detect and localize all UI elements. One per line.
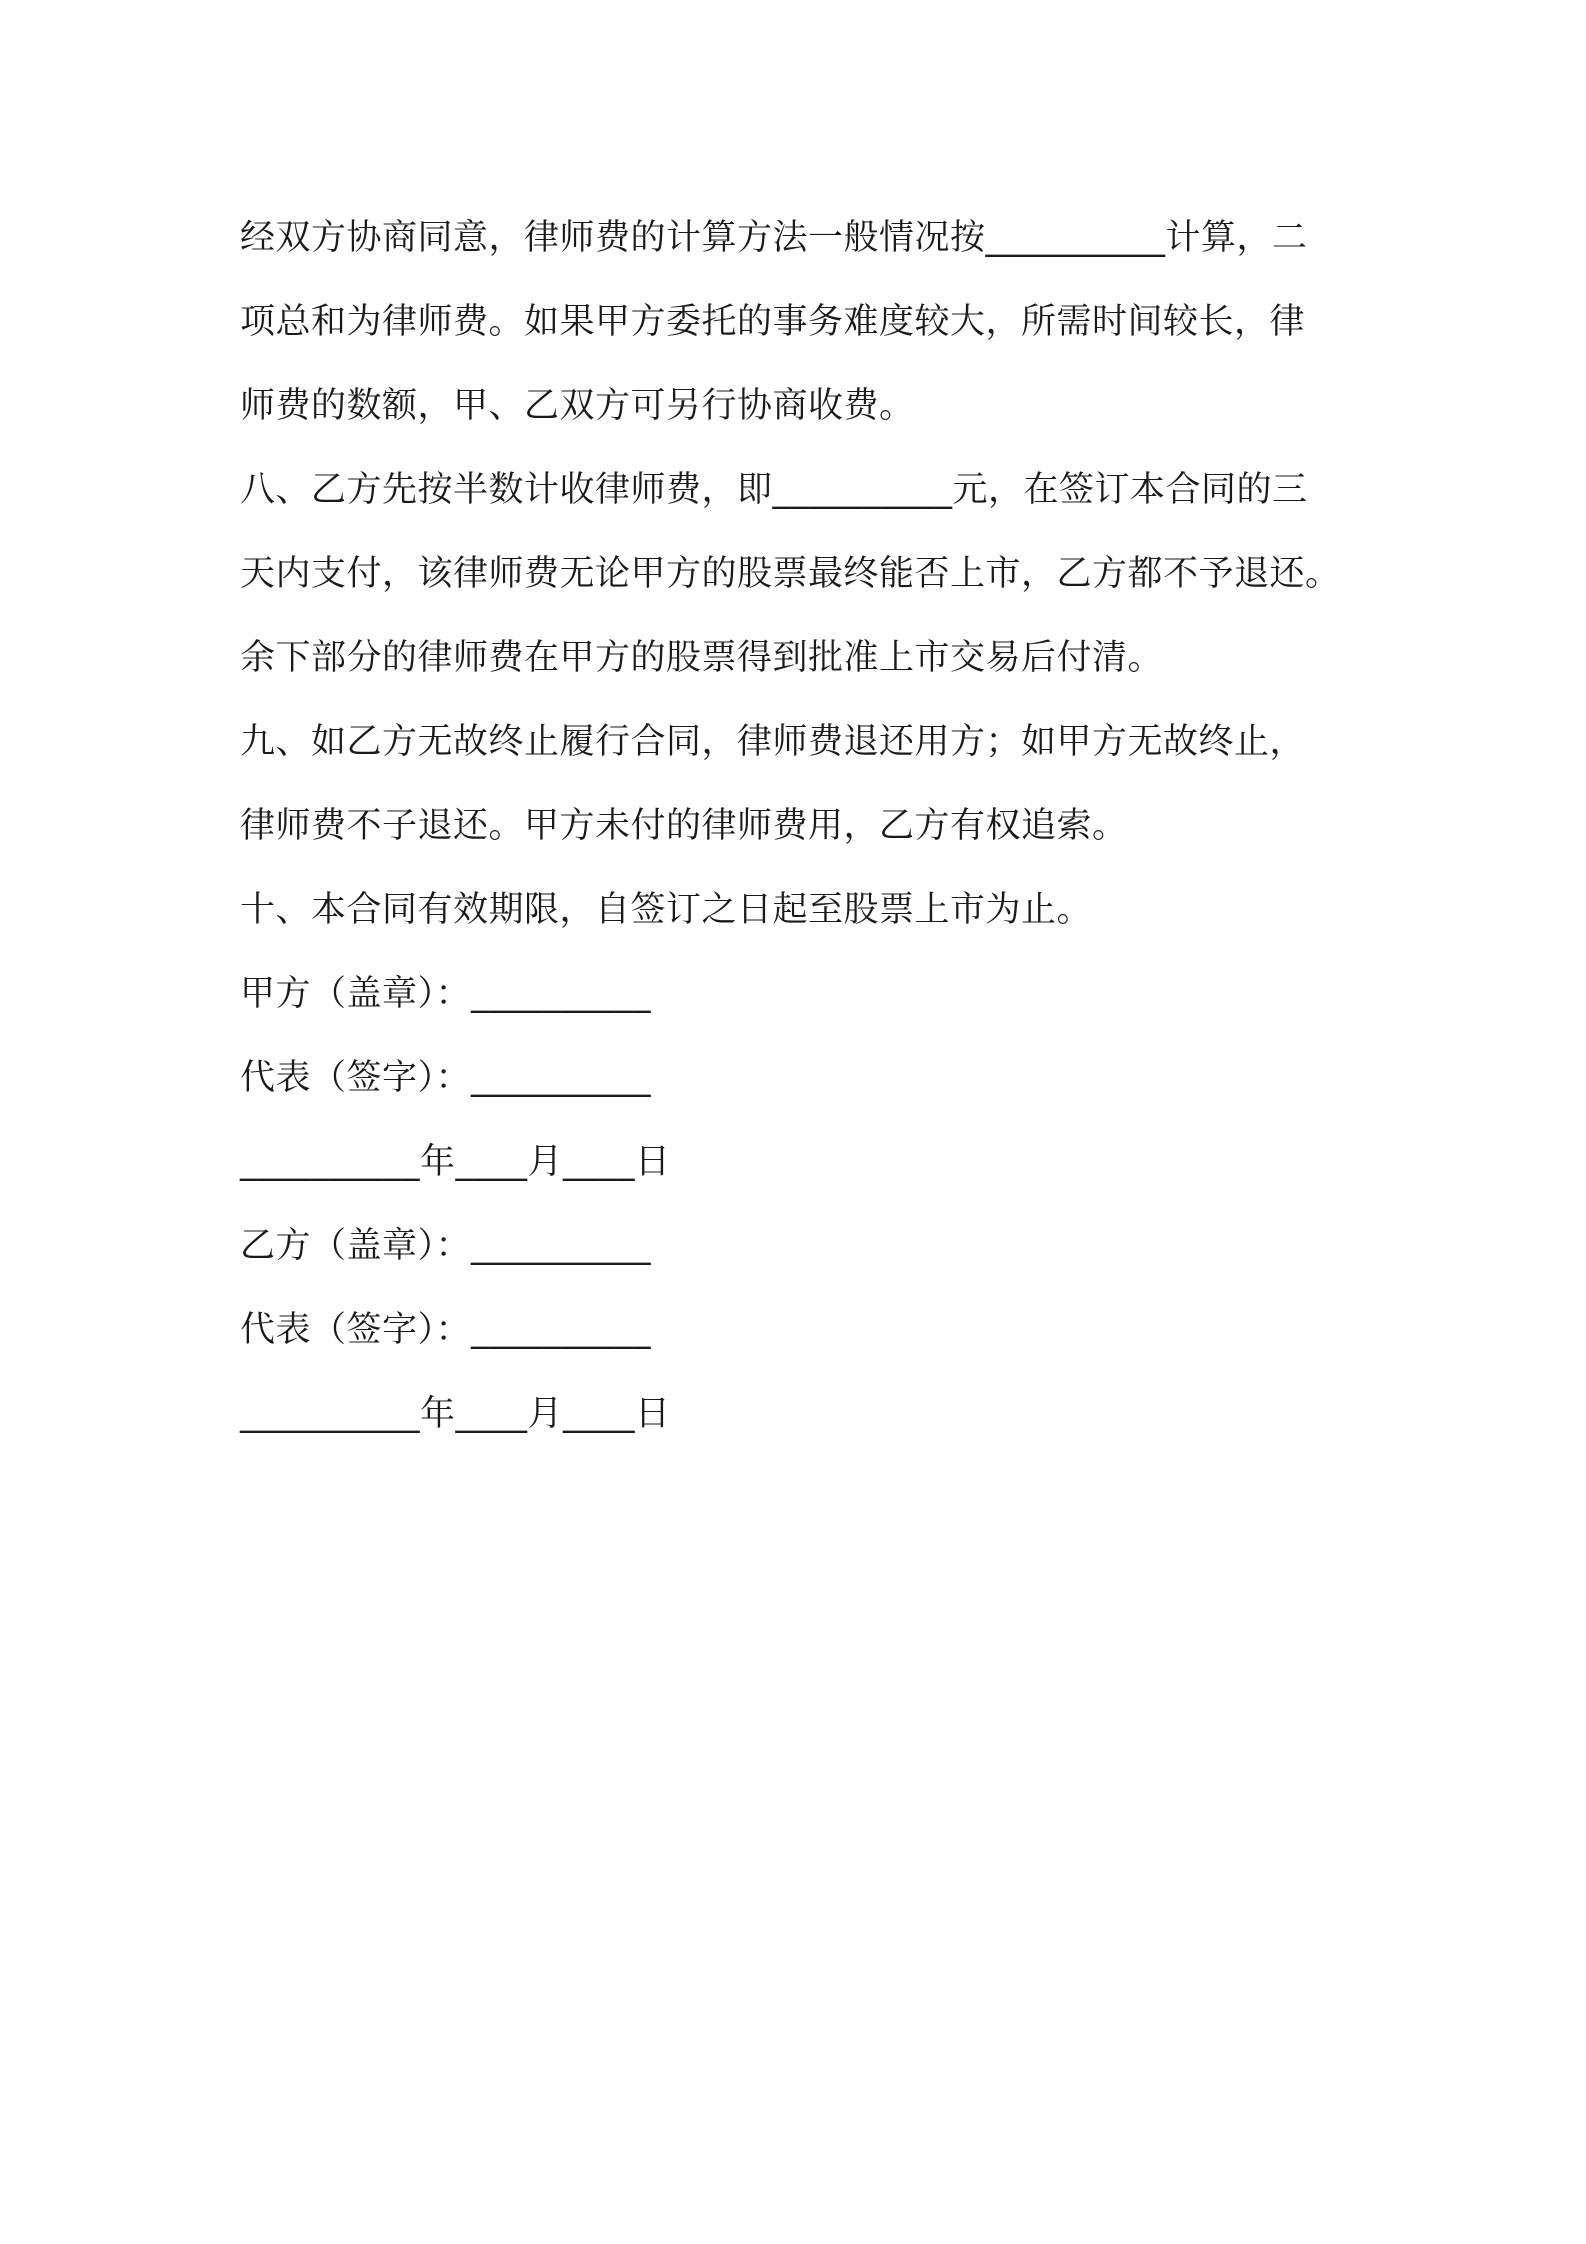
clause-8-line-2: 天内支付，该律师费无论甲方的股票最终能否上市，乙方都不予退还。 xyxy=(240,554,1341,594)
party-b-seal-line: 乙方（盖章）：__________ xyxy=(240,1226,652,1266)
clause-9-line-2: 律师费不子退还。甲方未付的律师费用，乙方有权追索。 xyxy=(240,806,1128,846)
party-b-representative-line: 代表（签字）：__________ xyxy=(240,1310,652,1350)
paragraph-line-1: 经双方协商同意，律师费的计算方法一般情况按__________计算，二 xyxy=(240,218,1308,258)
paragraph-line-3: 师费的数额，甲、乙双方可另行协商收费。 xyxy=(240,386,915,426)
party-a-date-line: __________年____月____日 xyxy=(240,1142,671,1182)
clause-9-line-1: 九、如乙方无故终止履行合同，律师费退还用方；如甲方无故终止， xyxy=(240,722,1306,762)
party-a-seal-line: 甲方（盖章）：__________ xyxy=(240,974,652,1014)
document-body xyxy=(240,196,1360,1456)
party-a-representative-line: 代表（签字）：__________ xyxy=(240,1058,652,1098)
clause-8-line-3: 余下部分的律师费在甲方的股票得到批准上市交易后付清。 xyxy=(240,638,1164,678)
clause-10-line: 十、本合同有效期限，自签订之日起至股票上市为止。 xyxy=(240,890,1093,930)
paragraph-line-2: 项总和为律师费。如果甲方委托的事务难度较大，所需时间较长，律 xyxy=(240,302,1306,342)
party-b-date-line: __________年____月____日 xyxy=(240,1394,671,1434)
clause-8-line-1: 八、乙方先按半数计收律师费，即__________元，在签订本合同的三 xyxy=(240,470,1308,510)
